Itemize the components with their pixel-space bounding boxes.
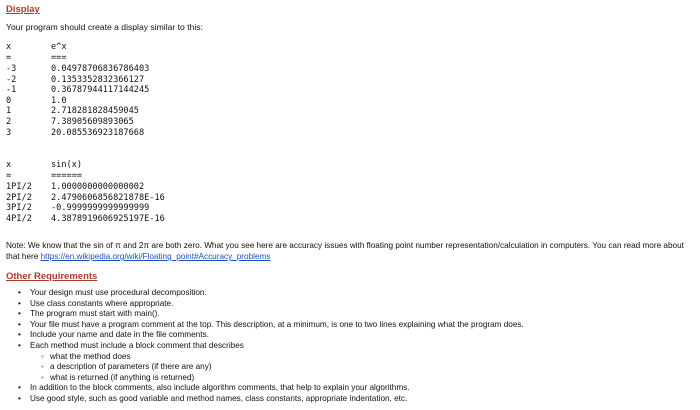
sin-col2-separator: ====== xyxy=(51,171,83,181)
list-item: • Your file must have a program comment at the top. This description, at a minimum, is one to two lines explaining what the program does. xyxy=(24,320,700,331)
accuracy-note xyxy=(6,240,694,262)
sin-col1-separator: = xyxy=(6,171,12,181)
sin-col1-header: x xyxy=(6,160,12,170)
sublist-item: ◦ what is returned (if anything is returned) xyxy=(50,373,700,384)
sin-value-cell: 4.3878919606925197E-16 xyxy=(51,213,165,224)
sin-x-cell: 1PI/2 xyxy=(6,182,32,192)
exp-value-cell: 20.085536923187668 xyxy=(51,127,145,138)
exp-value-cell: 1.0 xyxy=(51,95,67,106)
sin-value-cell: -0.9999999999999999 xyxy=(51,203,150,214)
sublist-item: ◦ a description of parameters (if there are any) xyxy=(50,362,700,373)
exp-x-cell: 1 xyxy=(6,106,12,117)
list-item-text: Each method must include a block comment that describes xyxy=(30,340,244,350)
list-item: • The program must start with main(). xyxy=(24,309,700,320)
sin-value-cell: 2.4790606856821878E-16 xyxy=(51,192,165,203)
sublist-item: ◦ what the method does xyxy=(50,352,700,363)
exp-x-cell: 3 xyxy=(6,127,12,138)
sin-value-cell: 1.0000000000000002 xyxy=(51,182,145,192)
wikipedia-link[interactable]: https://en.wikipedia.org/wiki/Floating_point#Accuracy_problems xyxy=(40,252,271,261)
intro-text: Your program should create a display similar to this: xyxy=(6,22,203,32)
exp-x-cell: 2 xyxy=(6,117,12,127)
sin-x-cell: 3PI/2 xyxy=(6,203,32,214)
list-item: • In addition to the block comments, also include algorithm comments, that help to explain your algorithms. xyxy=(24,383,700,394)
note-text: Note: We know that the sin of π and 2π are both zero. What you see here are accuracy issues with floating point number representation/calculation in computers. You can read more about that here xyxy=(6,241,684,261)
list-item: • Your design must use procedural decomposition. xyxy=(24,288,700,299)
exp-col1-header: x xyxy=(6,42,12,52)
sin-x-cell: 2PI/2 xyxy=(6,192,32,203)
list-item: • Use good style, such as good variable and method names, class constants, appropriate indentation, etc. xyxy=(24,394,700,405)
other-requirements-heading: Other Requirements xyxy=(6,271,98,282)
exp-col2-separator: === xyxy=(51,53,67,63)
exp-x-cell: -1 xyxy=(6,85,17,96)
exp-value-cell: 0.04978706836786403 xyxy=(51,64,150,74)
exp-col1-separator: = xyxy=(6,53,12,63)
method-comment-sublist xyxy=(30,352,700,384)
exp-x-cell: 0 xyxy=(6,95,12,106)
sin-col2-header: sin(x) xyxy=(51,160,83,170)
requirements-list xyxy=(12,288,700,405)
list-item: • Use class constants where appropriate. xyxy=(24,299,700,310)
list-item: • Include your name and date in the file comments. xyxy=(24,330,700,341)
exp-value-cell: 7.38905609893065 xyxy=(51,117,134,127)
sin-x-cell: 4PI/2 xyxy=(6,213,32,224)
exp-col2-header: e^x xyxy=(51,42,67,52)
exp-x-cell: -2 xyxy=(6,74,17,85)
exp-value-cell: 2.718281828459045 xyxy=(51,106,139,117)
exp-value-cell: 0.1353352832366127 xyxy=(51,74,145,85)
list-item xyxy=(24,341,700,383)
display-heading: Display xyxy=(6,4,40,15)
exp-value-cell: 0.36787944117144245 xyxy=(51,85,150,96)
exp-x-cell: -3 xyxy=(6,64,17,74)
